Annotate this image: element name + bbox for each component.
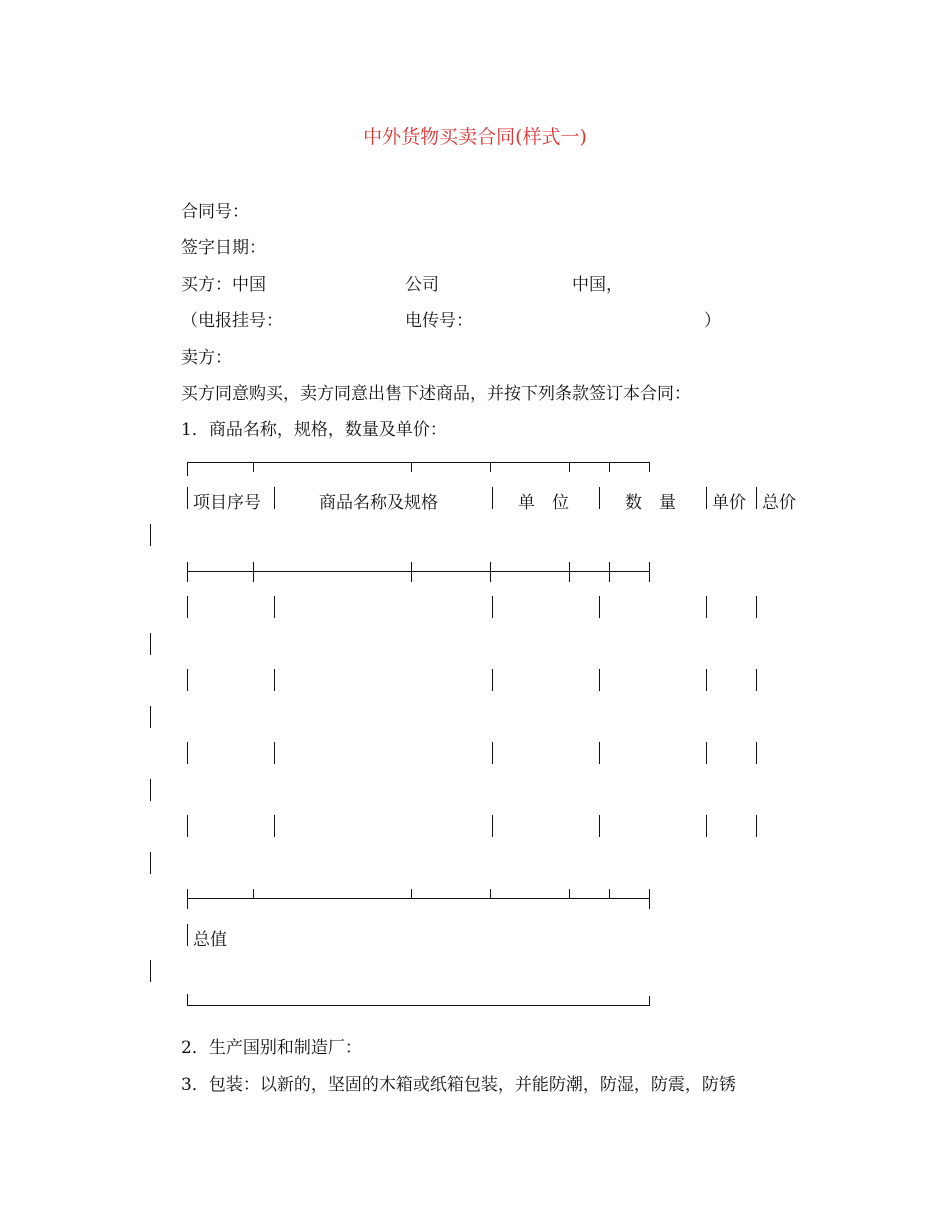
table-tick (649, 462, 650, 472)
table-bar (599, 742, 600, 764)
table-tick (569, 889, 570, 899)
table-bar (492, 596, 493, 618)
table-tick (490, 889, 491, 899)
header-unit: 单 位 (518, 493, 569, 513)
table-bar (492, 669, 493, 691)
total-label: 总值 (193, 930, 227, 950)
table-bar (599, 815, 600, 837)
table-bar (150, 960, 151, 982)
table-bar (599, 596, 600, 618)
table-tick (490, 562, 491, 582)
close-paren: ） (704, 311, 721, 331)
clause-1: 1．商品名称，规格，数量及单价： (181, 420, 447, 440)
table-bar (274, 669, 275, 691)
clause-2: 2．生产国别和制造厂： (181, 1038, 362, 1058)
table-bar (274, 815, 275, 837)
table-tick (187, 462, 188, 476)
header-item-no: 项目序号 (193, 493, 261, 513)
table-top-border (187, 462, 649, 463)
table-bar (187, 669, 188, 691)
table-bar (274, 487, 275, 509)
table-bar (756, 742, 757, 764)
table-tick (649, 562, 650, 582)
table-tick (253, 889, 254, 899)
seller-label: 卖方： (181, 348, 232, 368)
sign-date-label: 签字日期： (181, 238, 266, 258)
table-bar (150, 852, 151, 874)
table-tick (490, 462, 491, 472)
table-bar (187, 742, 188, 764)
table-tick (253, 562, 254, 582)
table-bar (150, 524, 151, 546)
table-bar (756, 596, 757, 618)
header-total-price: 总价 (762, 493, 796, 513)
header-quantity: 数 量 (625, 493, 676, 513)
table-bar (599, 669, 600, 691)
buyer-country: 中国， (572, 275, 623, 295)
table-bar (187, 924, 188, 946)
table-bar (706, 596, 707, 618)
table-bar (492, 815, 493, 837)
contract-number-label: 合同号： (181, 202, 249, 222)
table-bar (599, 487, 600, 509)
table-bar (706, 815, 707, 837)
table-tick (253, 462, 254, 472)
table-bar (492, 487, 493, 509)
table-tick (187, 562, 188, 582)
table-bar (756, 487, 757, 509)
table-bar (150, 779, 151, 801)
table-bar (150, 706, 151, 728)
table-bar (274, 742, 275, 764)
header-goods-name: 商品名称及规格 (319, 493, 438, 513)
table-tick (609, 889, 610, 899)
clause-3: 3．包装：以新的，坚固的木箱或纸箱包装，并能防潮，防湿，防震，防锈 (181, 1075, 736, 1095)
table-bar (150, 633, 151, 655)
table-bar (706, 487, 707, 509)
table-tick (569, 462, 570, 472)
table-bar (187, 815, 188, 837)
table-bar (187, 487, 188, 509)
telegraph-label: （电报挂号： (181, 311, 283, 331)
table-bar (706, 742, 707, 764)
table-bar (492, 742, 493, 764)
table-separator (187, 898, 649, 899)
table-bar (187, 596, 188, 618)
buyer-company: 公司 (405, 275, 439, 295)
header-unit-price: 单价 (712, 493, 746, 513)
agreement-text: 买方同意购买，卖方同意出售下述商品，并按下列条款签订本合同： (181, 384, 691, 404)
table-tick (609, 562, 610, 582)
table-tick (649, 996, 650, 1006)
table-bar (756, 815, 757, 837)
buyer-label: 买方：中国 (181, 275, 266, 295)
table-tick (609, 462, 610, 472)
table-tick (569, 562, 570, 582)
table-separator (187, 571, 649, 572)
table-tick (411, 462, 412, 472)
table-tick (187, 889, 188, 909)
table-bar (706, 669, 707, 691)
table-tick (649, 889, 650, 909)
contract-title: 中外货物买卖合同(样式一) (363, 126, 587, 148)
table-bottom-border (187, 1005, 649, 1006)
table-bar (756, 669, 757, 691)
table-tick (411, 889, 412, 899)
table-bar (274, 596, 275, 618)
table-tick (411, 562, 412, 582)
telex-label: 电传号： (405, 311, 473, 331)
